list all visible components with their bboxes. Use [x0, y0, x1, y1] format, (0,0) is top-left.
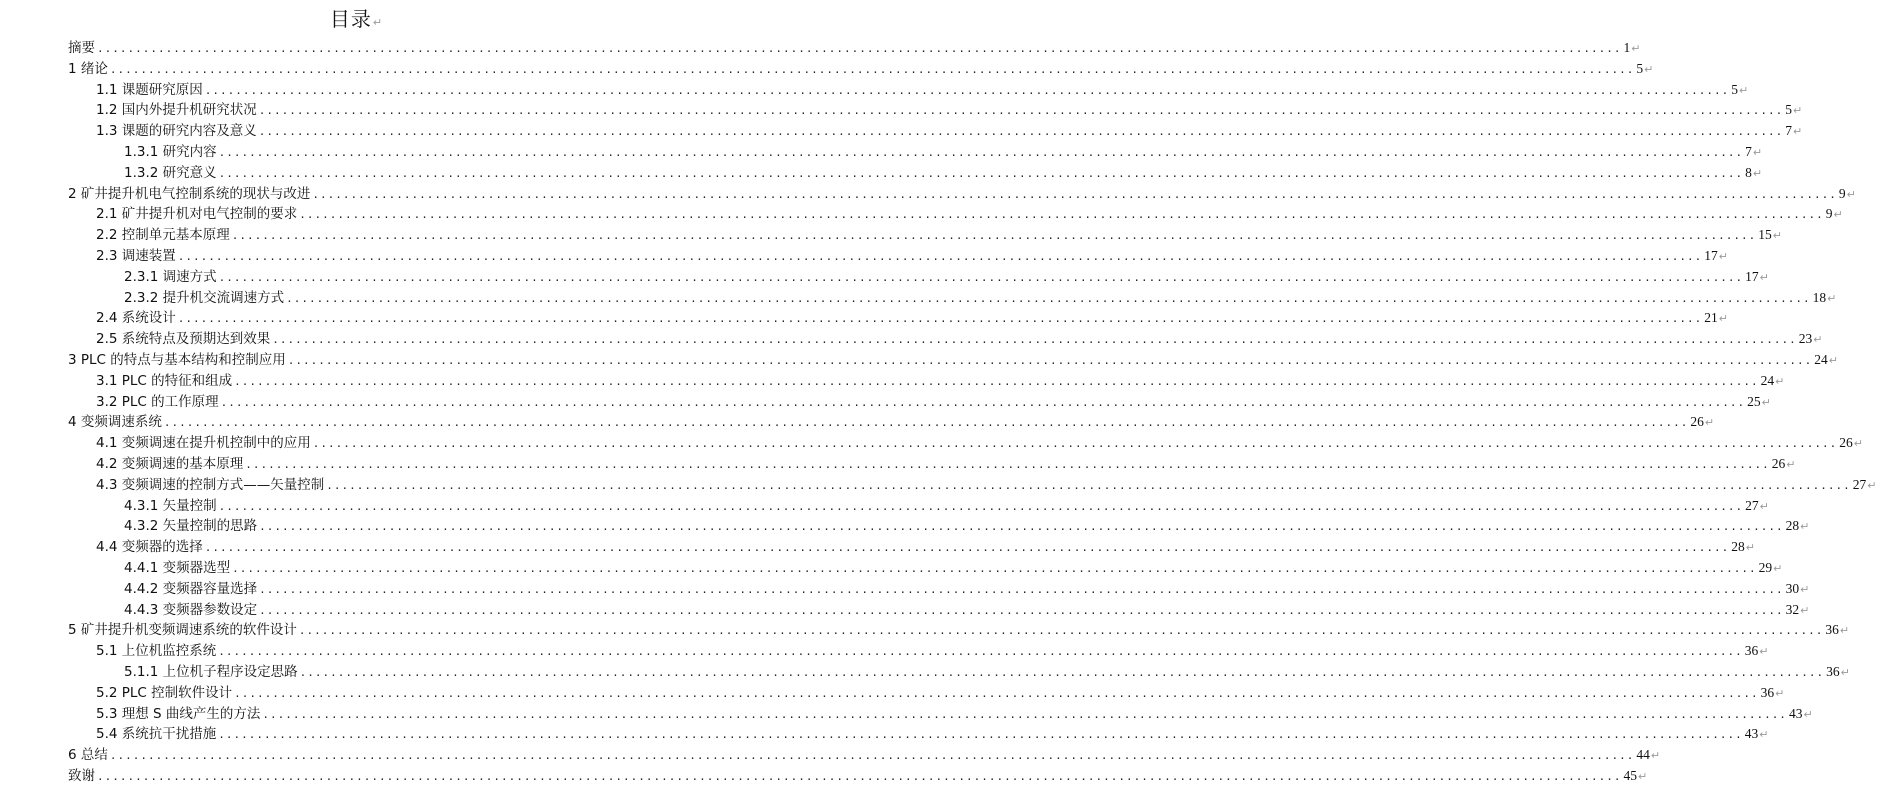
toc-entry-page-number: 28 — [1731, 539, 1745, 555]
toc-entry-page-number: 21 — [1704, 310, 1718, 326]
toc-entry[interactable] — [0, 683, 1785, 704]
toc-entry[interactable] — [0, 516, 1810, 537]
toc-entry-page-number: 36 — [1760, 684, 1775, 700]
toc-entry-page-number: 5 — [1636, 60, 1644, 76]
dot-leader: ........................................................................................................................................................................................................ — [97, 770, 1622, 783]
dot-leader: ........................................................................................................................................................................................................ — [204, 541, 1730, 555]
toc-entry-page-number: 17 — [1745, 268, 1759, 284]
paragraph-mark-icon: ↵ — [1839, 624, 1850, 638]
toc-entry-label: 5.3 理想 S 曲线产生的方法 — [96, 705, 261, 722]
toc-entry-page-number: 30 — [1785, 580, 1800, 596]
toc-entry[interactable] — [0, 579, 1810, 600]
toc-entry[interactable] — [0, 38, 1641, 59]
dot-leader: ........................................................................................................................................................................................................ — [97, 42, 1622, 55]
toc-entry-page-number: 36 — [1744, 643, 1759, 659]
toc-entry-label: 5.1 上位机监控系统 — [96, 643, 217, 660]
toc-entry[interactable] — [0, 184, 1856, 205]
dot-leader: ........................................................................................................................................................................................................ — [177, 312, 1703, 326]
toc-entry[interactable] — [0, 496, 1769, 517]
toc-entry-page-number: 36 — [1826, 664, 1840, 679]
paragraph-mark-icon: ↵ — [1745, 541, 1755, 555]
toc-entry-page-number: 5 — [1785, 102, 1793, 118]
dot-leader: ........................................................................................................................................................................................................ — [218, 166, 1744, 180]
paragraph-mark-icon: ↵ — [1853, 437, 1863, 451]
paragraph-mark-icon: ↵ — [1800, 520, 1810, 534]
toc-entry[interactable] — [0, 454, 1796, 475]
dot-leader: ........................................................................................................................................................................................................ — [272, 333, 1797, 347]
toc-entry-page-number: 26 — [1771, 456, 1786, 471]
dot-leader: ........................................................................................................................................................................................................ — [298, 624, 1824, 638]
paragraph-mark-icon: ↵ — [1800, 603, 1810, 617]
paragraph-mark-icon: ↵ — [1759, 499, 1769, 513]
toc-entry-page-number: 45 — [1623, 768, 1638, 783]
toc-entry-label: 3 PLC 的特点与基本结构和控制应用 — [68, 352, 286, 368]
paragraph-mark-icon: ↵ — [372, 16, 384, 29]
dot-leader: ........................................................................................................................................................................................................ — [326, 478, 1851, 492]
toc-entry-label: 1.1 课题研究原因 — [96, 81, 203, 98]
toc-entry[interactable] — [0, 537, 1755, 558]
paragraph-mark-icon: ↵ — [1800, 582, 1810, 596]
toc-entry-page-number: 26 — [1690, 414, 1704, 430]
dot-leader: ........................................................................................................................................................................................................ — [234, 374, 1759, 388]
toc-entry-page-number: 7 — [1785, 123, 1793, 139]
paragraph-mark-icon: ↵ — [1718, 312, 1728, 326]
toc-entry-label: 致谢 — [68, 768, 95, 784]
toc-entry[interactable] — [0, 371, 1785, 392]
dot-leader: ........................................................................................................................................................................................................ — [218, 728, 1743, 742]
toc-entry-label: 摘要 — [68, 40, 95, 56]
toc-entry-page-number: 26 — [1839, 435, 1853, 451]
paragraph-mark-icon: ↵ — [1793, 104, 1803, 118]
toc-entry-page-number: 43 — [1744, 726, 1759, 742]
toc-entry-label: 4.2 变频调速的基本原理 — [96, 456, 244, 472]
toc-entry-page-number: 44 — [1636, 747, 1650, 763]
paragraph-mark-icon: ↵ — [1718, 250, 1728, 263]
toc-entry-label: 4.1 变频调速在提升机控制中的应用 — [96, 435, 311, 452]
toc-entry-page-number: 24 — [1760, 372, 1775, 388]
toc-entry-label: 4.4.3 变频器参数设定 — [124, 601, 258, 618]
toc-entry[interactable] — [0, 662, 1850, 683]
toc-entry-label: 4.3.1 矢量控制 — [124, 497, 217, 514]
dot-leader: ........................................................................................................................................................................................................ — [286, 291, 1811, 305]
toc-entry-label: 4.4.2 变频器容量选择 — [124, 580, 258, 597]
toc-entry-page-number: 36 — [1825, 622, 1839, 638]
toc-entry[interactable] — [0, 246, 1728, 267]
dot-leader: ........................................................................................................................................................................................................ — [259, 603, 1784, 617]
toc-entry[interactable] — [0, 724, 1769, 745]
dot-leader: ........................................................................................................................................................................................................ — [259, 520, 1784, 534]
toc-entry-label: 4.3.2 矢量控制的思路 — [124, 518, 258, 535]
toc-entry-label: 2.3.2 提升机交流调速方式 — [124, 289, 285, 306]
toc-entry-page-number: 9 — [1825, 206, 1833, 222]
paragraph-mark-icon: ↵ — [1752, 146, 1763, 159]
toc-entry[interactable] — [0, 59, 1654, 80]
toc-entry-label: 4.4 变频器的选择 — [96, 539, 203, 556]
dot-leader: ........................................................................................................................................................................................................ — [109, 749, 1635, 763]
dot-leader: ........................................................................................................................................................................................................ — [220, 395, 1746, 409]
toc-entry[interactable] — [0, 267, 1769, 288]
toc-title-text: 目录 — [329, 7, 372, 31]
toc-entry-label: 1.3 课题的研究内容及意义 — [96, 123, 257, 140]
toc-entry[interactable] — [0, 225, 1782, 246]
paragraph-mark-icon: ↵ — [1759, 645, 1769, 659]
toc-entry[interactable] — [0, 600, 1810, 621]
toc-entry[interactable] — [0, 142, 1763, 163]
paragraph-mark-icon: ↵ — [1775, 374, 1785, 388]
toc-entry-label: 2.4 系统设计 — [96, 310, 176, 327]
toc-entry-page-number: 18 — [1812, 289, 1827, 305]
toc-entry-label: 4.4.1 变频器选型 — [124, 560, 231, 576]
paragraph-mark-icon: ↵ — [1704, 416, 1715, 430]
toc-entry[interactable] — [0, 745, 1661, 766]
dot-leader: ........................................................................................................................................................................................................ — [245, 458, 1770, 471]
toc-entry[interactable] — [0, 163, 1763, 184]
paragraph-mark-icon: ↵ — [1793, 125, 1803, 139]
toc-entry-page-number: 29 — [1758, 560, 1773, 575]
paragraph-mark-icon: ↵ — [1644, 62, 1654, 76]
paragraph-mark-icon: ↵ — [1631, 42, 1641, 55]
toc-entry-page-number: 7 — [1745, 144, 1752, 159]
toc-entry-label: 4 变频调速系统 — [68, 414, 162, 431]
dot-leader: ........................................................................................................................................................................................................ — [218, 499, 1744, 513]
paragraph-mark-icon: ↵ — [1840, 666, 1850, 679]
dot-leader: ........................................................................................................................................................................................................ — [218, 645, 1743, 659]
paragraph-mark-icon: ↵ — [1803, 707, 1813, 721]
dot-leader: ........................................................................................................................................................................................................ — [299, 666, 1825, 679]
dot-leader: ........................................................................................................................................................................................................ — [204, 83, 1730, 97]
paragraph-mark-icon: ↵ — [1761, 395, 1771, 409]
dot-leader: ........................................................................................................................................................................................................ — [312, 187, 1837, 201]
toc-entry-page-number: 32 — [1785, 601, 1800, 617]
toc-entry-page-number: 1 — [1623, 40, 1631, 55]
toc-entry[interactable] — [0, 558, 1783, 579]
dot-leader: ........................................................................................................................................................................................................ — [231, 229, 1757, 243]
toc-entry-page-number: 17 — [1704, 248, 1718, 263]
paragraph-mark-icon: ↵ — [1775, 686, 1785, 700]
toc-entry[interactable] — [0, 433, 1863, 454]
toc-entry-page-number: 25 — [1747, 393, 1761, 409]
dot-leader: ........................................................................................................................................................................................................ — [259, 582, 1784, 596]
paragraph-mark-icon: ↵ — [1827, 291, 1837, 305]
toc-entry-page-number: 9 — [1838, 185, 1846, 201]
toc-entry[interactable] — [0, 392, 1771, 413]
paragraph-mark-icon: ↵ — [1759, 728, 1769, 742]
toc-entry-label: 1.2 国内外提升机研究状况 — [96, 102, 257, 119]
toc-entry[interactable] — [0, 329, 1823, 350]
toc-entry[interactable] — [0, 308, 1728, 329]
toc-entry-page-number: 28 — [1785, 518, 1800, 534]
toc-entry[interactable] — [0, 288, 1837, 309]
toc-title — [0, 6, 713, 36]
toc-entry-label: 5.2 PLC 控制软件设计 — [96, 684, 233, 701]
dot-leader: ........................................................................................................................................................................................................ — [312, 437, 1838, 451]
dot-leader: ........................................................................................................................................................................................................ — [163, 416, 1689, 430]
dot-leader: ........................................................................................................................................................................................................ — [218, 146, 1744, 159]
dot-leader: ........................................................................................................................................................................................................ — [262, 707, 1787, 721]
toc-entry[interactable] — [0, 641, 1769, 662]
toc-entry[interactable] — [0, 475, 1877, 496]
toc-entry-page-number: 15 — [1758, 227, 1772, 243]
dot-leader: ........................................................................................................................................................................................................ — [287, 354, 1813, 367]
toc-entry[interactable] — [0, 350, 1838, 371]
toc-entry-label: 2.3.1 调速方式 — [124, 268, 217, 285]
paragraph-mark-icon: ↵ — [1867, 478, 1877, 492]
toc-entry-page-number: 27 — [1852, 476, 1867, 492]
dot-leader: ........................................................................................................................................................................................................ — [232, 562, 1757, 575]
toc-entry-page-number: 27 — [1745, 497, 1759, 513]
dot-leader: ........................................................................................................................................................................................................ — [177, 250, 1703, 263]
paragraph-mark-icon: ↵ — [1638, 770, 1648, 783]
dot-leader: ........................................................................................................................................................................................................ — [234, 686, 1759, 700]
toc-entry[interactable] — [0, 100, 1803, 121]
toc-entry-label: 2.2 控制单元基本原理 — [96, 227, 230, 244]
dot-leader: ........................................................................................................................................................................................................ — [109, 62, 1635, 76]
paragraph-mark-icon: ↵ — [1828, 354, 1838, 367]
toc-entry-page-number: 23 — [1798, 331, 1813, 347]
paragraph-mark-icon: ↵ — [1833, 208, 1843, 222]
toc-entry[interactable] — [0, 121, 1803, 142]
toc-entry-label: 6 总结 — [68, 747, 108, 764]
paragraph-mark-icon: ↵ — [1773, 562, 1783, 575]
paragraph-mark-icon: ↵ — [1772, 229, 1782, 243]
toc-entry-label: 2.5 系统特点及预期达到效果 — [96, 331, 271, 348]
toc-entry-page-number: 8 — [1745, 164, 1752, 180]
toc-entry[interactable] — [0, 412, 1715, 433]
toc-entry-label: 4.3 变频调速的控制方式——矢量控制 — [96, 476, 325, 493]
dot-leader: ........................................................................................................................................................................................................ — [258, 125, 1784, 139]
paragraph-mark-icon: ↵ — [1813, 333, 1823, 347]
toc-entry-label: 3.1 PLC 的特征和组成 — [96, 372, 233, 389]
toc-entry[interactable] — [0, 766, 1648, 787]
dot-leader: ........................................................................................................................................................................................................ — [258, 104, 1784, 118]
toc-entry[interactable] — [0, 620, 1850, 641]
toc-entry[interactable] — [0, 704, 1813, 725]
dot-leader: ........................................................................................................................................................................................................ — [218, 270, 1744, 284]
toc-entry[interactable] — [0, 204, 1843, 225]
toc-entry-label: 3.2 PLC 的工作原理 — [96, 393, 219, 410]
paragraph-mark-icon: ↵ — [1759, 270, 1769, 284]
toc-entry-label: 1 绪论 — [68, 60, 108, 77]
toc-entry-page-number: 43 — [1788, 705, 1803, 721]
toc-entry-page-number: 24 — [1814, 352, 1828, 367]
toc-entry-label: 5.1.1 上位机子程序设定思路 — [124, 664, 298, 680]
toc-entry-label: 1.3.2 研究意义 — [124, 164, 217, 181]
paragraph-mark-icon: ↵ — [1752, 166, 1763, 180]
paragraph-mark-icon: ↵ — [1786, 458, 1796, 471]
toc-entry-label: 5.4 系统抗干扰措施 — [96, 726, 217, 743]
toc-entry-label: 2.3 调速装置 — [96, 248, 176, 264]
toc-entry[interactable] — [0, 80, 1749, 101]
toc-entry-label: 2.1 矿井提升机对电气控制的要求 — [96, 206, 298, 223]
paragraph-mark-icon: ↵ — [1846, 187, 1856, 201]
toc-entry-label: 1.3.1 研究内容 — [124, 144, 217, 160]
toc-entry-label: 5 矿井提升机变频调速系统的软件设计 — [68, 622, 297, 639]
toc-entry-label: 2 矿井提升机电气控制系统的现状与改进 — [68, 185, 311, 202]
toc-entry-page-number: 5 — [1731, 81, 1739, 97]
paragraph-mark-icon: ↵ — [1650, 749, 1661, 763]
paragraph-mark-icon: ↵ — [1739, 83, 1749, 97]
dot-leader: ........................................................................................................................................................................................................ — [299, 208, 1824, 222]
